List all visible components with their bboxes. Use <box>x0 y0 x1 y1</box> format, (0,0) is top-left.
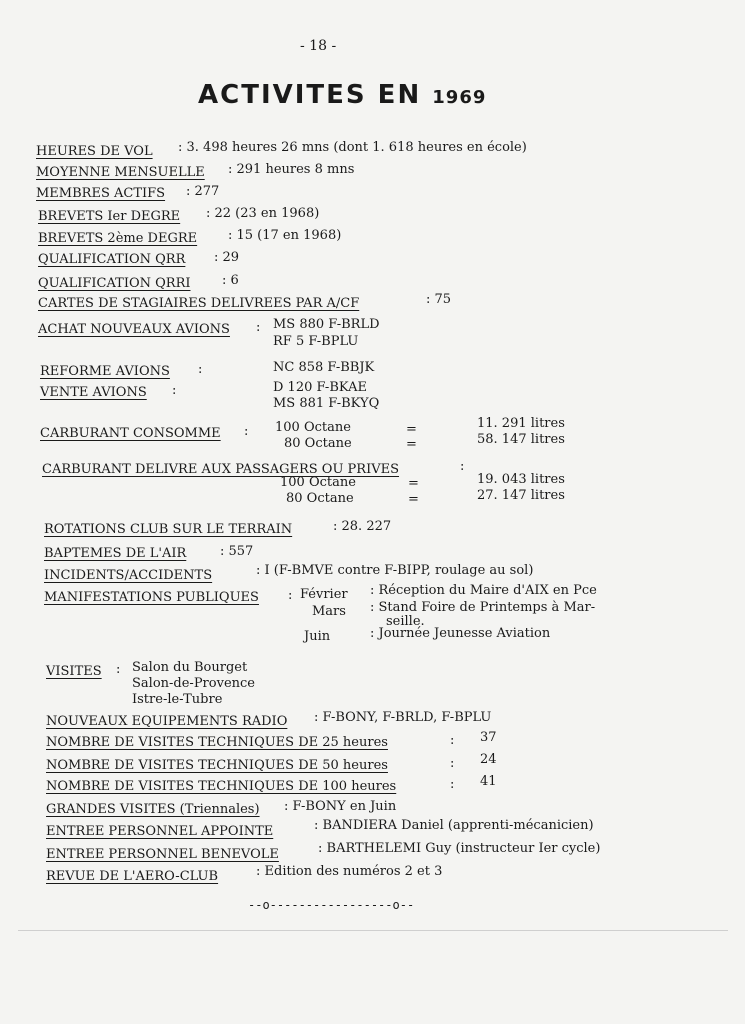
achat-line-2: RF 5 F-BPLU <box>273 334 359 349</box>
manif-label: MANIFESTATIONS PUBLIQUES <box>44 590 259 605</box>
vt25-colon: : <box>450 733 455 748</box>
deliv-colon: : <box>460 459 465 474</box>
brevets2-value: : 15 (17 en 1968) <box>228 228 342 243</box>
achat-line-1: MS 880 F-BRLD <box>273 317 380 332</box>
manif-desc-2a: : Stand Foire de Printemps à Mar- <box>370 600 596 615</box>
vt100-value: 41 <box>480 774 497 789</box>
manif-desc-2b: seille. <box>386 614 425 629</box>
footer-separator: --o-----------------o-- <box>248 898 415 912</box>
qrr-label: QUALIFICATION QRR <box>38 252 186 267</box>
manif-desc-3: : Journée Jeunesse Aviation <box>370 626 551 641</box>
visites-line-2: Salon-de-Provence <box>132 676 255 691</box>
revue-label: REVUE DE L'AERO-CLUB <box>46 869 219 884</box>
membres-value: : 277 <box>186 184 220 199</box>
vt100-label: NOMBRE DE VISITES TECHNIQUES DE 100 heures <box>46 779 397 794</box>
carb-eq-2: = <box>406 437 417 452</box>
page-number: - 18 - <box>300 38 337 54</box>
manif-month-2: Mars <box>312 604 346 619</box>
scan-edge-line <box>18 930 728 931</box>
qrri-value: : 6 <box>222 273 239 288</box>
bapt-label: BAPTEMES DE L'AIR <box>44 546 187 561</box>
title-year: 1969 <box>432 87 487 108</box>
manif-desc-1: : Réception du Maire d'AIX en Pce <box>370 583 597 598</box>
benevole-value: : BARTHELEMI Guy (instructeur Ier cycle) <box>318 841 601 856</box>
carb-value-2: 58. 147 litres <box>477 432 565 447</box>
title-main: ACTIVITES EN <box>198 80 422 110</box>
deliv-eq-1: = <box>408 476 419 491</box>
achat-label: ACHAT NOUVEAUX AVIONS <box>38 322 230 337</box>
equip-label: NOUVEAUX EQUIPEMENTS RADIO <box>46 714 288 729</box>
carb-eq-1: = <box>406 422 417 437</box>
deliv-eq-2: = <box>408 492 419 507</box>
qrr-value: : 29 <box>214 250 240 265</box>
vt50-label: NOMBRE DE VISITES TECHNIQUES DE 50 heures <box>46 758 388 773</box>
visites-line-3: Istre-le-Tubre <box>132 692 223 707</box>
rot-label: ROTATIONS CLUB SUR LE TERRAIN <box>44 522 293 537</box>
brevets1-label: BREVETS Ier DEGRE <box>38 209 181 224</box>
page-title <box>198 80 486 113</box>
carb-80: 80 Octane <box>284 436 352 451</box>
moyenne-value: : 291 heures 8 mns <box>228 162 355 177</box>
visites-line-1: Salon du Bourget <box>132 660 248 675</box>
moyenne-label: MOYENNE MENSUELLE <box>36 165 205 180</box>
carb-label: CARBURANT CONSOMME <box>40 426 221 441</box>
visites-label: VISITES <box>46 664 102 679</box>
appointe-label: ENTREE PERSONNEL APPOINTE <box>46 824 274 839</box>
vente-line-2: MS 881 F-BKYQ <box>273 396 380 411</box>
revue-value: : Edition des numéros 2 et 3 <box>256 864 443 879</box>
deliv-label: CARBURANT DELIVRE AUX PASSAGERS OU PRIVES <box>42 462 400 477</box>
vente-line-1: D 120 F-BKAE <box>273 380 367 395</box>
cartes-value: : 75 <box>426 292 452 307</box>
carb-colon: : <box>244 424 249 439</box>
carb-value-1: 11. 291 litres <box>477 416 565 431</box>
vt50-colon: : <box>450 756 455 771</box>
deliv-100: 100 Octane <box>280 475 356 490</box>
membres-label: MEMBRES ACTIFS <box>36 186 166 201</box>
manif-month-3: Juin <box>304 629 331 644</box>
appointe-value: : BANDIERA Daniel (apprenti-mécanicien) <box>314 818 594 833</box>
inc-label: INCIDENTS/ACCIDENTS <box>44 568 213 583</box>
vt25-label: NOMBRE DE VISITES TECHNIQUES DE 25 heures <box>46 735 388 750</box>
cartes-label: CARTES DE STAGIAIRES DELIVREES PAR A/CF <box>38 296 360 311</box>
inc-value: : I (F-BMVE contre F-BIPP, roulage au sol) <box>256 563 534 578</box>
vente-colon: : <box>172 383 177 398</box>
deliv-80: 80 Octane <box>286 491 354 506</box>
heures-value: : 3. 498 heures 26 mns (dont 1. 618 heures en école) <box>178 140 527 155</box>
manif-month-1: Février <box>300 587 348 602</box>
vente-label: VENTE AVIONS <box>40 385 147 400</box>
manif-colon: : <box>288 588 293 603</box>
reforme-line-1: NC 858 F-BBJK <box>273 360 375 375</box>
reforme-colon: : <box>198 362 203 377</box>
qrri-label: QUALIFICATION QRRI <box>38 276 191 291</box>
achat-colon: : <box>256 320 261 335</box>
carb-100: 100 Octane <box>275 420 351 435</box>
brevets2-label: BREVETS 2ème DEGRE <box>38 231 198 246</box>
vt100-colon: : <box>450 777 455 792</box>
bapt-value: : 557 <box>220 544 254 559</box>
vt25-value: 37 <box>480 730 497 745</box>
equip-value: : F-BONY, F-BRLD, F-BPLU <box>314 710 492 725</box>
deliv-value-1: 19. 043 litres <box>477 472 565 487</box>
brevets1-value: : 22 (23 en 1968) <box>206 206 320 221</box>
deliv-value-2: 27. 147 litres <box>477 488 565 503</box>
benevole-label: ENTREE PERSONNEL BENEVOLE <box>46 847 279 862</box>
rot-value: : 28. 227 <box>333 519 392 534</box>
visites-colon: : <box>116 662 121 677</box>
heures-label: HEURES DE VOL <box>36 144 153 159</box>
grandes-value: : F-BONY en Juin <box>284 799 397 814</box>
vt50-value: 24 <box>480 752 497 767</box>
grandes-label: GRANDES VISITES (Triennales) <box>46 802 260 817</box>
reforme-label: REFORME AVIONS <box>40 364 170 379</box>
